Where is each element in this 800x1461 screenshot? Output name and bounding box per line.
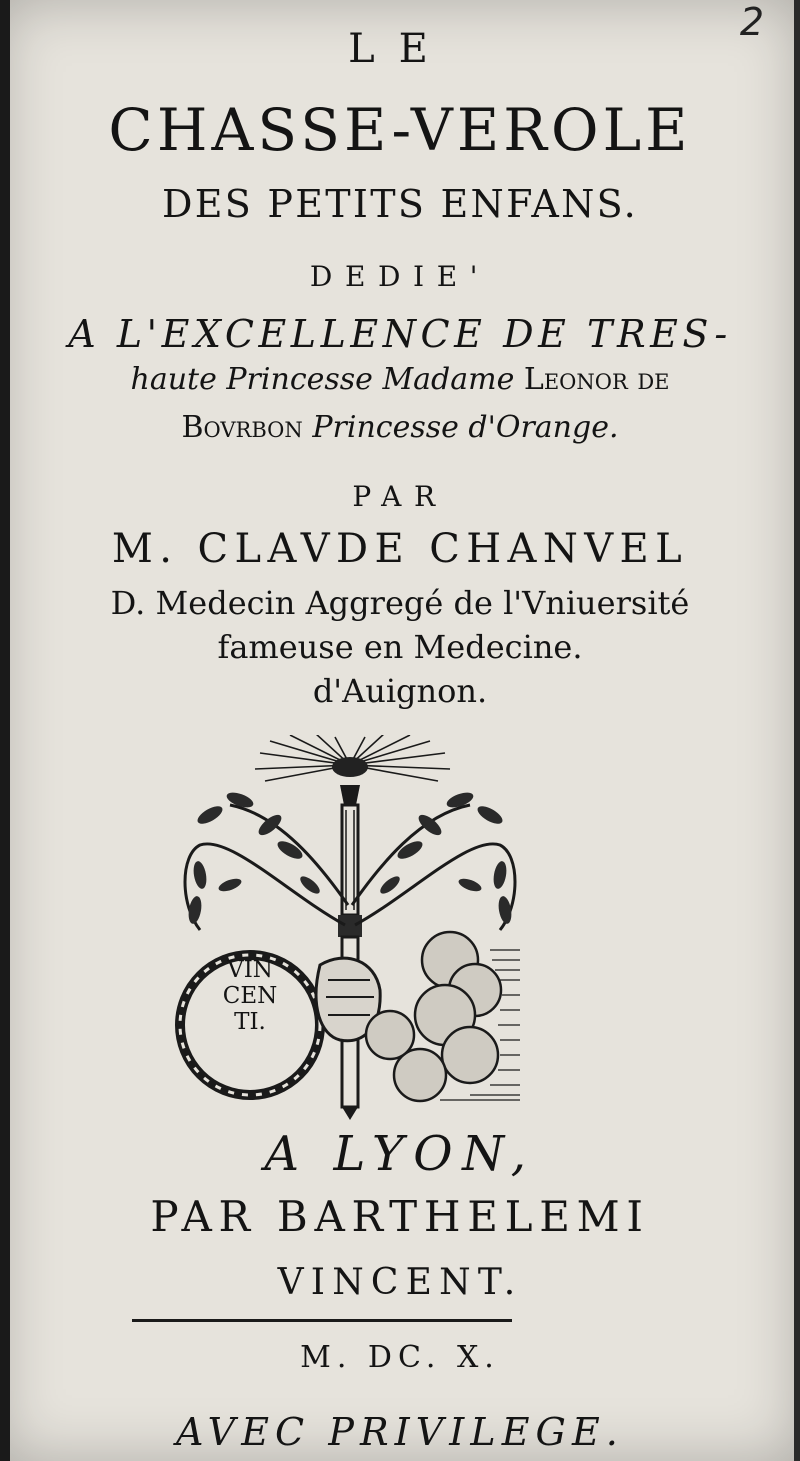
- dedication-line-3-name: Bovrbon: [181, 410, 303, 445]
- author-credential-3: d'Auignon.: [312, 672, 488, 710]
- device-motto-line-2: CEN: [222, 983, 278, 1009]
- main-title: CHASSE-VEROLE: [108, 96, 692, 164]
- device-motto-line-1: VIN: [227, 957, 273, 983]
- author-credential-1: D. Medecin Aggregé de l'Vniuersité: [110, 584, 690, 622]
- dedication-line-1: A L'EXCELLENCE DE TRES-: [68, 312, 732, 356]
- subtitle: DES PETITS ENFANS.: [162, 182, 638, 226]
- author-heading: PAR: [352, 480, 448, 513]
- imprint-city: A LYON,: [264, 1126, 536, 1182]
- dedication-line-3-italic: Princesse d'Orange.: [312, 410, 619, 445]
- dedication-line-2: [0, 362, 800, 397]
- dedication-line-3: [0, 410, 800, 445]
- imprint-printer: PAR BARTHELEMI: [150, 1192, 650, 1241]
- title-line-le: LE: [348, 26, 452, 72]
- dedication-line-2-italic: haute Princesse Madame: [130, 362, 515, 397]
- laurel-leaves-icon: [187, 790, 514, 925]
- dedication-line-2-name: Leonor de: [523, 362, 670, 397]
- privilege-line: AVEC PRIVILEGE.: [176, 1410, 624, 1454]
- dedication-heading: DEDIE': [309, 260, 491, 293]
- laurel-branches-icon: [185, 805, 515, 930]
- imprint-year: M. DC. X.: [300, 1340, 500, 1375]
- clouds-icon: [366, 932, 501, 1101]
- author-credential-2: fameuse en Medecine.: [217, 628, 583, 666]
- torch-icon: [338, 785, 362, 1120]
- horizontal-rule: [132, 1319, 512, 1322]
- device-motto: [195, 957, 305, 1035]
- author-name: M. CLAVDE CHANVEL: [111, 526, 689, 572]
- device-motto-line-3: TI.: [234, 1009, 266, 1035]
- page-number: 2: [739, 0, 764, 44]
- printer-device-woodcut: [170, 735, 530, 1120]
- imprint-printer-name: VINCENT.: [277, 1262, 523, 1303]
